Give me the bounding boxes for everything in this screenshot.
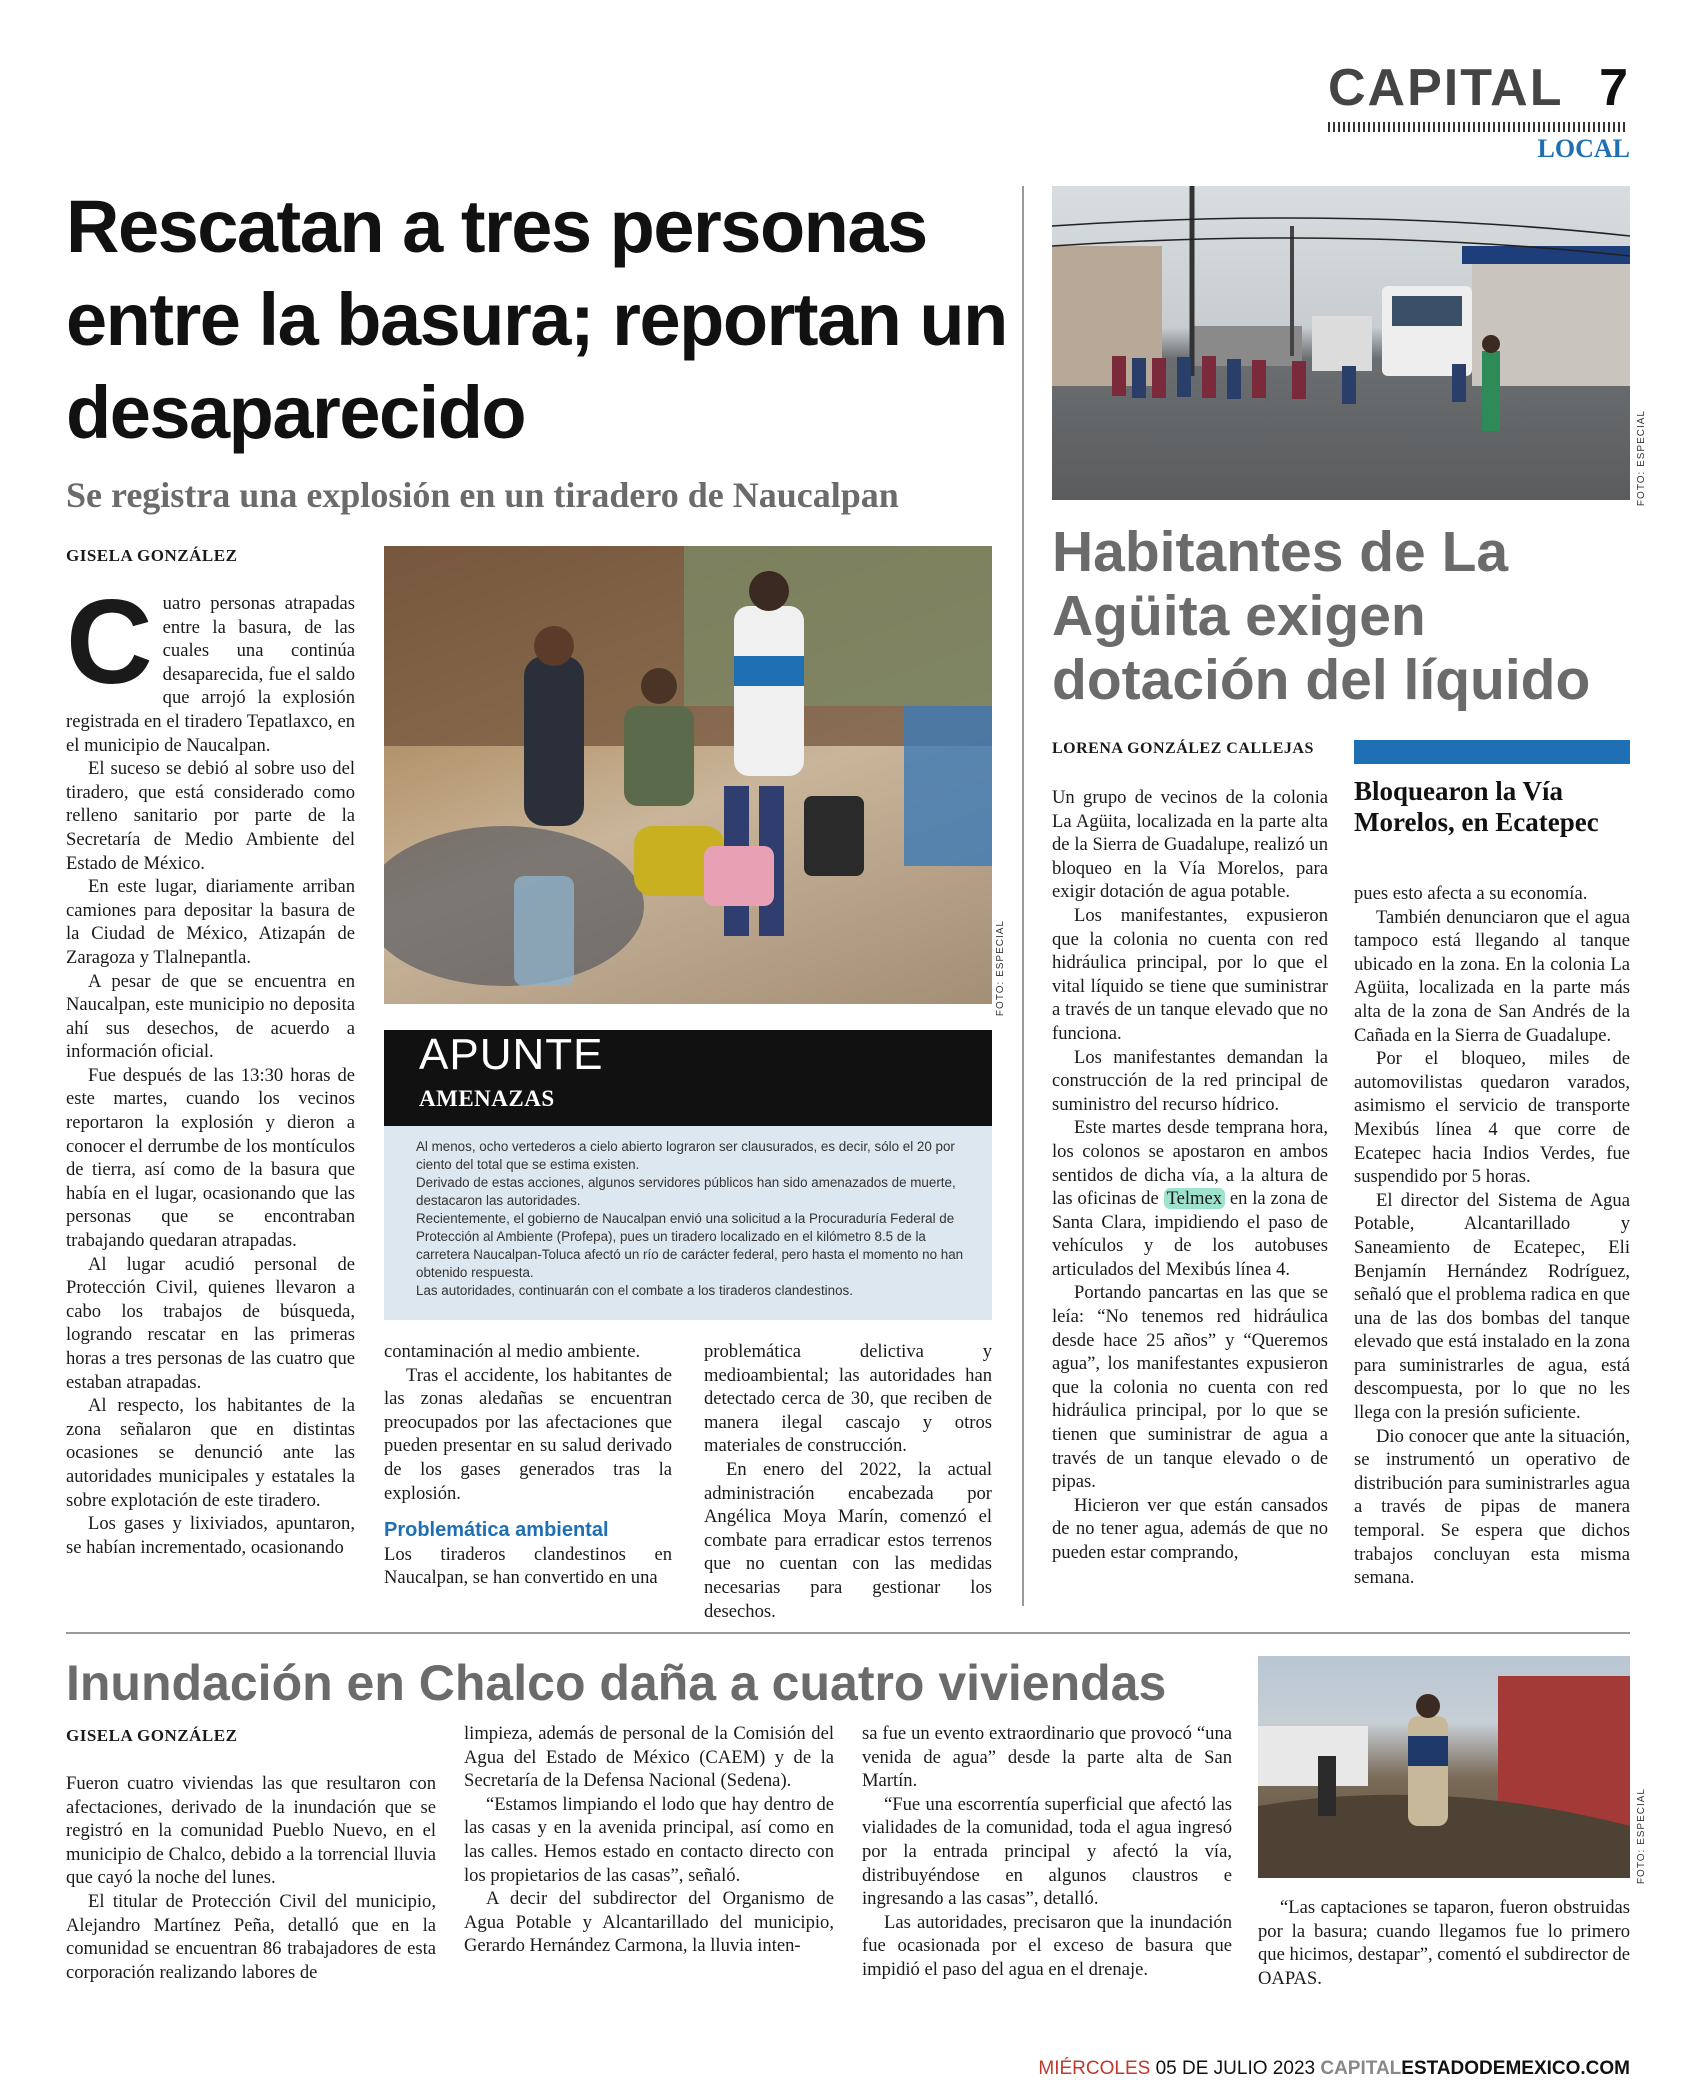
paragraph: Un grupo de vecinos de la colonia La Agüita, localizada en la parte alta de la Sierra de Guadalupe, realizó un bloqueo en la Vía Morelos, para exigir dotación de agua potable. bbox=[1052, 787, 1328, 903]
paragraph: sa fue un evento extraordinario que provocó “una venida de agua” desde la parte alta de San Martín. bbox=[862, 1723, 1232, 1792]
apunte-line: Las autoridades, continuarán con el combate a los tiraderos clandestinos. bbox=[416, 1283, 853, 1298]
paragraph: Portando pancartas en las que se leía: “No tenemos red hidráulica desde hace 25 años” y “Queremos agua”, los manifestantes expusieron que la colonia no cuenta con red hidráulica principal, por lo que se tienen que suministrar de agua a través de un tanque elevado o de pipas. bbox=[1052, 1282, 1328, 1493]
paragraph: El titular de Protección Civil del municipio, Alejandro Martínez Peña, detalló que en la comunidad se encuentran 86 trabajadores de esta corporación realizando labores de bbox=[66, 1890, 436, 1983]
footer-date: 05 DE JULIO 2023 bbox=[1155, 2058, 1316, 2079]
article1-column-3 bbox=[704, 1340, 992, 1623]
apunte-title: AMENAZAS bbox=[419, 1086, 555, 1111]
footer-day: MIÉRCOLES bbox=[1038, 2058, 1151, 2079]
paragraph bbox=[1052, 1116, 1328, 1281]
paragraph: A pesar de que se encuentra en Naucalpan, este municipio no deposita ahí sus desechos, de acuerdo a información oficial. bbox=[66, 970, 355, 1063]
sidebar-accent-bar bbox=[1354, 740, 1630, 764]
protest-photo bbox=[1052, 186, 1630, 500]
article1-photo-credit: FOTO: ESPECIAL bbox=[995, 920, 1006, 1017]
article3-column-1 bbox=[66, 1772, 436, 1984]
flood-photo-illustration bbox=[1258, 1656, 1630, 1878]
paragraph: Fueron cuatro viviendas las que resultaron con afectaciones, derivado de la inundación que se registró en la comunidad Pueblo Nuevo, en el municipio de Chalco, debido a la torrencial lluvia que cayó la noche del lunes. bbox=[66, 1773, 436, 1889]
paragraph: A decir del subdirector del Organismo de Agua Potable y Alcantarillado del municipio, Gerardo Hernández Carmona, la lluvia inten- bbox=[464, 1888, 834, 1957]
section-divider bbox=[66, 1632, 1630, 1634]
article2-headline: Habitantes de La Agüita exigen dotación del líquido bbox=[1052, 520, 1591, 712]
header-stripes bbox=[1328, 122, 1628, 132]
article2-photo-credit: FOTO: ESPECIAL bbox=[1636, 410, 1647, 507]
paragraph-part: Este martes desde temprana hora, los colonos se apostaron en ambos sentidos de dicha vía, a la altura de las oficinas de bbox=[1052, 1117, 1328, 1210]
section-title: CAPITAL bbox=[1328, 59, 1564, 117]
article3-photo-credit: FOTO: ESPECIAL bbox=[1636, 1788, 1647, 1885]
protest-photo-illustration bbox=[1052, 186, 1630, 500]
page-number: 7 bbox=[1599, 59, 1628, 117]
subsection-label: LOCAL bbox=[1537, 134, 1630, 163]
paragraph: Fue después de las 13:30 horas de este martes, cuando los vecinos reportaron la explosión y dieron a conocer el derrumbe de los montículos de tierra, así como de la basura que había en el lugar, ocasionando que las personas que se encontraban trabajando quedaran atrapadas. bbox=[66, 1064, 355, 1252]
apunte-line: Al menos, ocho vertederos a cielo abierto lograron ser clausurados, es decir, sólo el 20 por ciento del total que se estima existen. bbox=[416, 1139, 955, 1172]
apunte-line: Recientemente, el gobierno de Naucalpan envió una solicitud a la Procuraduría Federal de Protección al Ambiente (Profepa), pues un tiradero localizado en el kilómetro 8.5 de la carretera Naucalpan-Toluca afectó un río de carácter federal, pero hasta el momento no han obtenido respuesta. bbox=[416, 1211, 964, 1280]
paragraph: Los manifestantes demandan la construcción de la red principal de suministro del recurso hídrico. bbox=[1052, 1046, 1328, 1115]
paragraph: “Fue una escorrentía superficial que afectó las vialidades de la comunidad, toda el agua ingresó por la entrada principal y afectó la vía, distribuyéndose en algunos claustros e ingresando a las casas”, detalló. bbox=[862, 1793, 1232, 1910]
article1-subhead: Se registra una explosión en un tiradero de Naucalpan bbox=[66, 475, 899, 515]
paragraph: Dio conocer que ante la situación, se instrumentó un operativo de distribución para suministrarles agua a través de pipas de manera temporal. Se espera que dichos trabajos concluyan esta misma semana. bbox=[1354, 1425, 1630, 1589]
paragraph: problemática delictiva y medioambiental; las autoridades han detectado cerca de 30, que reciben de manera ilegal cascajo y otros materiales de construcción. bbox=[704, 1341, 992, 1457]
paragraph: El director del Sistema de Agua Potable, Alcantarillado y Saneamiento de Ecatepec, Eli Benjamín Hernández Rodríguez, señaló que el problema radica en que una de las dos bombas del tanque elevado que está instalado en la zona para suministrarles de agua, está descompuesta, por lo que no les llega con la presión suficiente. bbox=[1354, 1189, 1630, 1424]
sidebar-title: Bloquearon la Vía Morelos, en Ecatepec bbox=[1354, 776, 1599, 837]
paragraph: Tras el accidente, los habitantes de las zonas aledañas se encuentran preocupados por las afectaciones que pueden presentar en su salud derivado de los gases generados tras la explosión. bbox=[384, 1364, 672, 1504]
column-divider bbox=[1022, 186, 1024, 1606]
paragraph: Los manifestantes, expusieron que la colonia no cuenta con red hidráulica principal, por lo que el vital líquido se tiene que suministrar a través de un tanque elevado que no funciona. bbox=[1052, 904, 1328, 1044]
article3-headline: Inundación en Chalco daña a cuatro viviendas bbox=[66, 1655, 1167, 1711]
paragraph: Hicieron ver que están cansados de no tener agua, además de que no pueden estar comprando, bbox=[1052, 1494, 1328, 1563]
paragraph-part: en la zona de Santa Clara, impidiendo el paso de vehículos y de los autobuses articulados del Mexibús línea 4. bbox=[1052, 1188, 1328, 1280]
rescue-photo-illustration bbox=[384, 546, 992, 1004]
paragraph: “Las captaciones se taparon, fueron obstruidas por la basura; cuando llegamos fue lo primero que hicimos, destapar”, comentó el subdirector de OAPAS. bbox=[1258, 1897, 1630, 1989]
paragraph: pues esto afecta a su economía. bbox=[1354, 883, 1588, 904]
article1-headline: Rescatan a tres personas entre la basura; reportan un desaparecido bbox=[66, 185, 1007, 454]
paragraph: uatro personas atrapadas entre la basura, de las cuales una continúa desaparecida, fue el saldo que arrojó la explosión registrada en el tiradero Tepatlaxco, en el municipio de Naucalpan. bbox=[66, 593, 355, 756]
article2-byline: LORENA GONZÁLEZ CALLEJAS bbox=[1052, 740, 1314, 757]
paragraph: limpieza, además de personal de la Comisión del Agua del Estado de México (CAEM) y de la Secretaría de la Defensa Nacional (Sedena). bbox=[464, 1723, 834, 1792]
apunte-header bbox=[384, 1030, 992, 1126]
paragraph: El suceso se debió al sobre uso del tiradero, que está considerado como relleno sanitario por parte de la Secretaría de Medio Ambiente del Estado de México. bbox=[66, 758, 355, 874]
paragraph: En enero del 2022, la actual administración encabezada por Angélica Moya Marín, comenzó el combate para erradicar estos terrenos que no cuentan con las medidas necesarias para gestionar los desechos. bbox=[704, 1458, 992, 1622]
telmex-highlight: Telmex bbox=[1164, 1188, 1226, 1209]
article3-column-2 bbox=[464, 1722, 834, 1958]
footer-site bbox=[1320, 2058, 1630, 2079]
paragraph: Las autoridades, precisaron que la inundación fue ocasionada por el exceso de basura que impidió el paso del agua en el drenaje. bbox=[862, 1911, 1232, 1980]
paragraph: Los tiraderos clandestinos en Naucalpan, se han convertido en una bbox=[384, 1543, 672, 1589]
article3-column-3 bbox=[862, 1722, 1232, 1982]
footer-site-b: ESTADODEMEXICO.COM bbox=[1401, 2058, 1630, 2079]
paragraph: contaminación al medio ambiente. bbox=[384, 1341, 641, 1362]
article3-column-4 bbox=[1258, 1896, 1630, 1990]
apunte-body bbox=[384, 1126, 992, 1320]
article3-byline: GISELA GONZÁLEZ bbox=[66, 1726, 238, 1745]
article2-column-2 bbox=[1354, 882, 1630, 1590]
paragraph: También denunciaron que el agua tampoco está llegando al tanque ubicado en la zona. En la colonia La Agüita, localizada en la parte más alta de la zona de San Andrés de la Cañada en la Sierra de Guadalupe. bbox=[1354, 906, 1630, 1046]
paragraph: Por el bloqueo, miles de automovilistas quedaron varados, asimismo el servicio de transporte Mexibús línea 4 que corre de Ecatepec hacia Indios Verdes, fue suspendido por 5 horas. bbox=[1354, 1048, 1630, 1188]
paragraph: En este lugar, diariamente arriban camiones para depositar la basura de la Ciudad de México, Atizapán de Zaragoza y Tlalnepantla. bbox=[66, 876, 355, 968]
dropcap: C bbox=[66, 575, 153, 709]
column-subhead: Problemática ambiental bbox=[384, 1519, 609, 1542]
page-footer bbox=[1000, 2058, 1630, 2080]
apunte-line: Derivado de estas acciones, algunos servidores públicos han sido amenazados de muerte, destacaron las autoridades. bbox=[416, 1175, 956, 1208]
article1-byline: GISELA GONZÁLEZ bbox=[66, 546, 238, 565]
paragraph: “Estamos limpiando el lodo que hay dentro de las casas y en la avenida principal, así como en las calles. Hemos estado en contacto directo con los propietarios de las casas”, señaló. bbox=[464, 1793, 834, 1886]
footer-site-a: CAPITAL bbox=[1320, 2058, 1402, 2079]
article1-column-1 bbox=[66, 575, 355, 1559]
apunte-label: APUNTE bbox=[419, 1030, 604, 1079]
paragraph: Al respecto, los habitantes de la zona señalaron que en distintas ocasiones se denunció ante las autoridades municipales y estatales la sobre explotación de este tiradero. bbox=[66, 1395, 355, 1511]
paragraph: Los gases y lixiviados, apuntaron, se habían incrementado, ocasionando bbox=[66, 1513, 355, 1558]
article1-column-2 bbox=[384, 1340, 672, 1590]
rescue-photo bbox=[384, 546, 992, 1004]
article2-column-1 bbox=[1052, 786, 1328, 1565]
section-header bbox=[1328, 52, 1628, 132]
flood-photo bbox=[1258, 1656, 1630, 1878]
paragraph: Al lugar acudió personal de Protección Civil, quienes llevaron a cabo los trabajos de búsqueda, logrando rescatar en las primeras horas a tres personas de las cuatro que estaban atrapadas. bbox=[66, 1253, 355, 1393]
